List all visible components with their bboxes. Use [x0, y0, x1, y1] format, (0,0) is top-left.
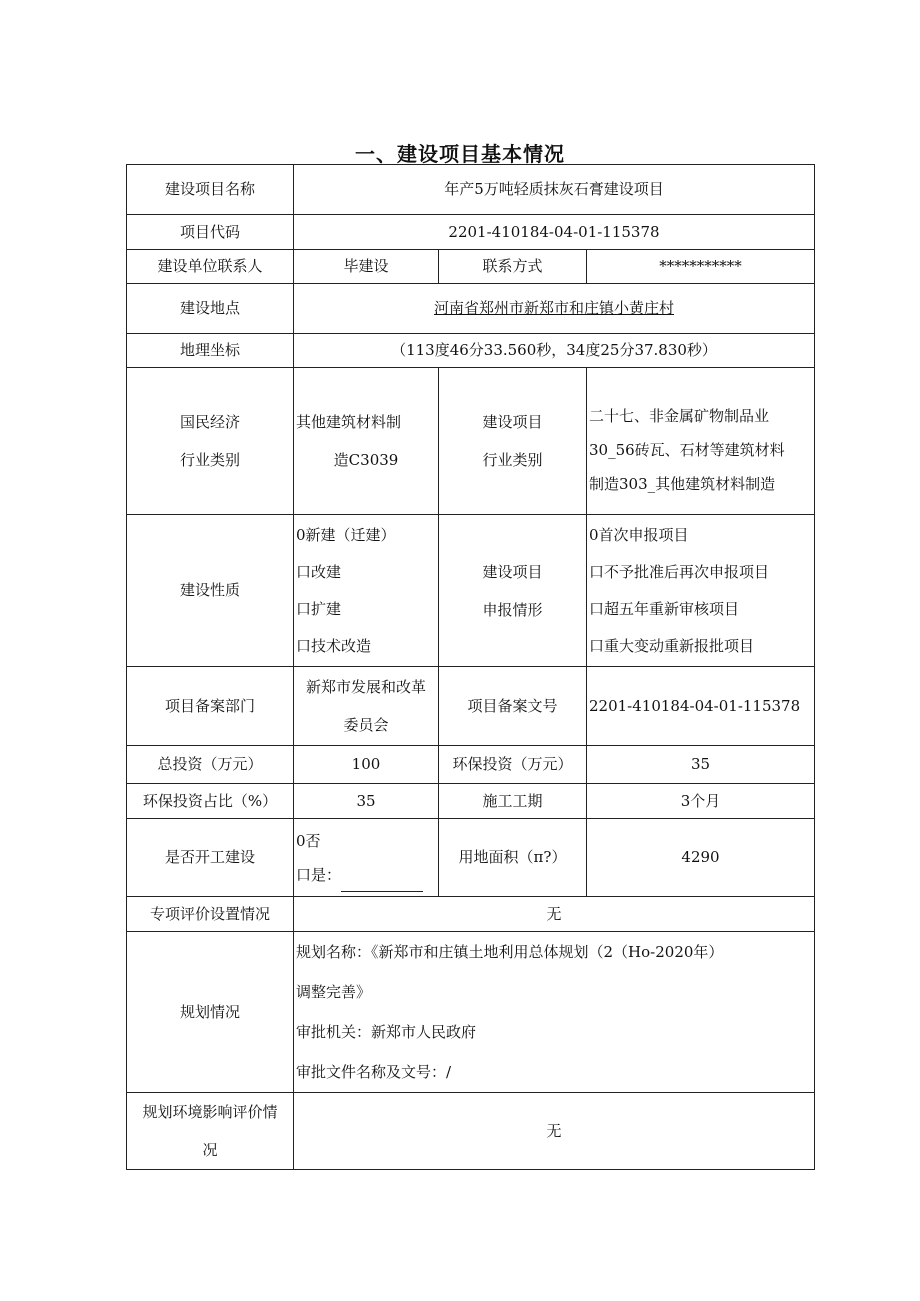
value-industry	[294, 368, 439, 515]
value-project-name: 年产5万吨轻质抹灰石膏建设项目	[294, 165, 815, 215]
label-industry-line-2: 行业类别	[179, 451, 240, 469]
label-project-industry	[439, 368, 587, 515]
row-investment	[127, 746, 815, 784]
value-coordinates: （113度46分33.560秒，34度25分37.830秒）	[294, 334, 815, 368]
row-special-eval	[127, 897, 815, 932]
label-planning-eia-line-2: 况	[202, 1141, 218, 1159]
value-industry-line-2: 造C3039	[333, 451, 399, 469]
label-env-ratio: 环保投资占比（%）	[127, 784, 294, 819]
label-project-industry-line-1: 建设项目	[482, 413, 543, 431]
row-coordinates	[127, 334, 815, 368]
value-project-industry-line-2: 30_56砖瓦、石材等建筑材料	[589, 441, 785, 459]
value-project-industry	[587, 368, 815, 515]
value-env-investment: 35	[587, 746, 815, 784]
row-location	[127, 284, 815, 334]
started-options	[294, 819, 439, 897]
label-industry-line-1: 国民经济	[179, 413, 240, 431]
planning-doc: 审批文件名称及文号：/	[296, 1063, 452, 1081]
nature-option-expand: 口扩建	[296, 599, 342, 618]
value-filing-dept-line-2: 委员会	[343, 716, 389, 734]
nature-option-renovate: 口技术改造	[296, 636, 372, 655]
filing-option-major-change: 口重大变动重新报批项目	[589, 636, 755, 655]
label-nature: 建设性质	[127, 515, 294, 667]
planning-name: 规划名称：《新郑市和庄镇土地利用总体规划（2（Ho-2020年）	[296, 943, 724, 961]
label-filing-situation-line-2: 申报情形	[482, 600, 543, 619]
value-filing-dept-line-1: 新郑市发展和改革	[305, 678, 426, 696]
row-started	[127, 819, 815, 897]
value-construction-period: 3个月	[587, 784, 815, 819]
value-land-area: 4290	[587, 819, 815, 897]
value-contact-method: ***********	[587, 250, 815, 284]
started-option-no: 0否	[296, 831, 321, 850]
started-option-yes-row	[296, 858, 436, 892]
nature-option-rebuild: 口改建	[296, 562, 342, 581]
label-special-eval: 专项评价设置情况	[127, 897, 294, 932]
started-option-yes: 口是：	[296, 865, 342, 884]
label-planning-eia	[127, 1093, 294, 1170]
label-started: 是否开工建设	[127, 819, 294, 897]
value-project-industry-line-3: 制造303_其他建筑材料制造	[589, 475, 776, 493]
value-planning-eia: 无	[294, 1093, 815, 1170]
label-land-area: 用地面积（π?）	[439, 819, 587, 897]
label-contact-method: 联系方式	[439, 250, 587, 284]
label-filing-dept: 项目备案部门	[127, 667, 294, 746]
value-project-code: 2201-410184-04-01-115378	[294, 215, 815, 250]
value-project-industry-line-1: 二十七、非金属矿物制品业	[589, 407, 770, 425]
value-planning	[294, 932, 815, 1093]
row-contact	[127, 250, 815, 284]
label-planning-eia-line-1: 规划环境影响评价情	[142, 1103, 278, 1121]
label-coordinates: 地理坐标	[127, 334, 294, 368]
label-filing-situation-line-1: 建设项目	[482, 562, 543, 581]
value-special-eval: 无	[294, 897, 815, 932]
label-construction-period: 施工工期	[439, 784, 587, 819]
planning-name-cont: 调整完善》	[296, 983, 372, 1001]
value-contact-person: 毕建设	[294, 250, 439, 284]
nature-option-new: 0新建（迁建）	[296, 525, 396, 544]
filing-option-resubmit: 口不予批准后再次申报项目	[589, 562, 770, 581]
row-industry	[127, 368, 815, 515]
label-planning: 规划情况	[127, 932, 294, 1093]
filing-options	[587, 515, 815, 667]
label-env-investment: 环保投资（万元）	[439, 746, 587, 784]
page-title: 一、建设项目基本情况	[355, 142, 565, 166]
value-filing-doc: 2201-410184-04-01-115378	[587, 667, 815, 746]
project-info-table	[126, 164, 815, 1170]
filing-option-first: 0首次申报项目	[589, 525, 689, 544]
row-project-name	[127, 165, 815, 215]
value-industry-line-1: 其他建筑材料制	[296, 413, 402, 431]
label-project-code: 项目代码	[127, 215, 294, 250]
label-filing-doc: 项目备案文号	[439, 667, 587, 746]
label-total-investment: 总投资（万元）	[127, 746, 294, 784]
row-planning	[127, 932, 815, 1093]
value-env-ratio: 35	[294, 784, 439, 819]
label-filing-situation	[439, 515, 587, 667]
value-location: 河南省郑州市新郑市和庄镇小黄庄村	[294, 284, 815, 334]
row-ratio	[127, 784, 815, 819]
label-industry	[127, 368, 294, 515]
label-project-industry-line-2: 行业类别	[482, 451, 543, 469]
row-project-code	[127, 215, 815, 250]
nature-options	[294, 515, 439, 667]
filing-option-reaudit: 口超五年重新审核项目	[589, 599, 740, 618]
label-location: 建设地点	[127, 284, 294, 334]
row-nature	[127, 515, 815, 667]
planning-approver: 审批机关：新郑市人民政府	[296, 1023, 477, 1041]
label-project-name: 建设项目名称	[127, 165, 294, 215]
row-filing-dept	[127, 667, 815, 746]
value-total-investment: 100	[294, 746, 439, 784]
value-filing-dept	[294, 667, 439, 746]
label-contact: 建设单位联系人	[127, 250, 294, 284]
started-blank-line	[341, 877, 423, 892]
row-planning-eia	[127, 1093, 815, 1170]
